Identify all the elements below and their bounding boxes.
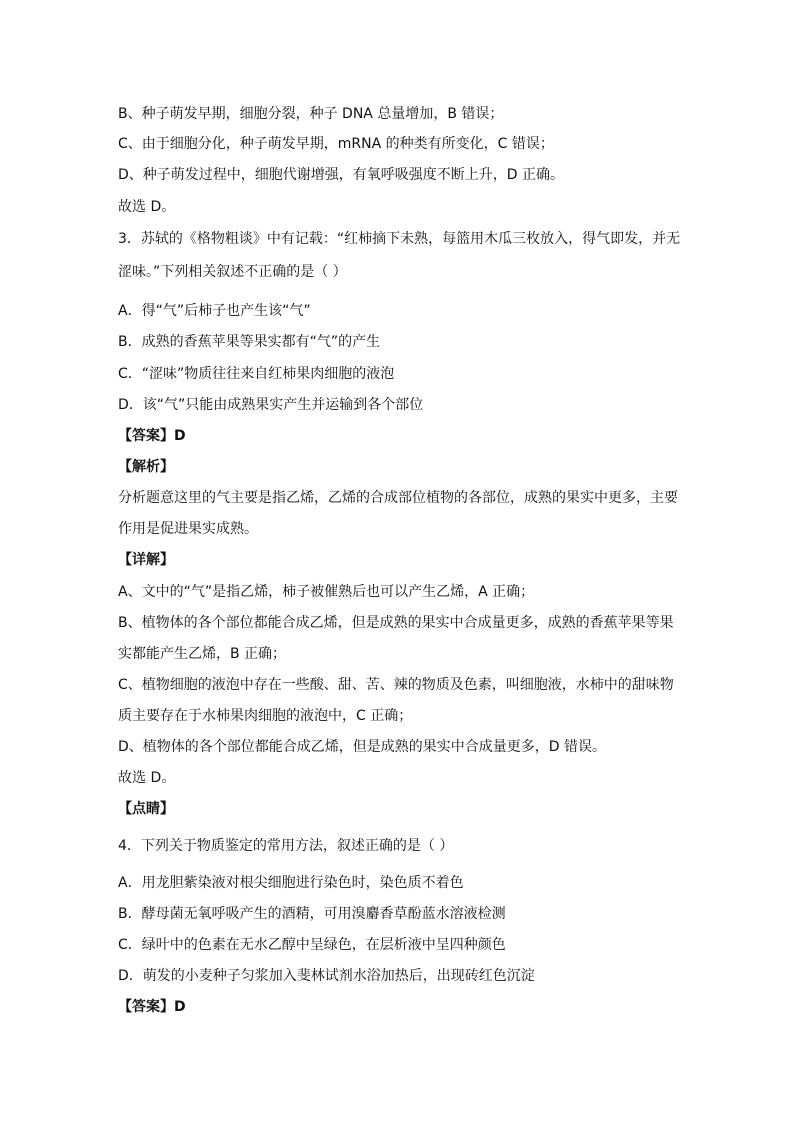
text-line: 作用是促进果实成熟。	[118, 521, 258, 537]
answer-label: 【答案】D	[118, 428, 186, 444]
text-line: D、种子萌发过程中，细胞代谢增强，有氧呼吸强度不断上升，D 正确。	[118, 167, 565, 183]
question-stem: 4．下列关于物质鉴定的常用方法，叙述正确的是（ ）	[118, 838, 454, 854]
text-line: 故选 D。	[118, 770, 176, 786]
text-line: 实都能产生乙烯，B 正确；	[118, 646, 287, 662]
text-line: 质主要存在于水柿果肉细胞的液泡中，C 正确；	[118, 708, 413, 724]
option-d: D．该“气”只能由成熟果实产生并运输到各个部位	[118, 397, 424, 413]
option-c: C．绿叶中的色素在无水乙醇中呈绿色，在层析液中呈四种颜色	[118, 937, 506, 953]
option-c: C．“涩味”物质往往来自红柿果肉细胞的液泡	[118, 366, 395, 382]
option-b: B．酵母菌无氧呼吸产生的酒精，可用溴麝香草酚蓝水溶液检测	[118, 906, 506, 922]
text-line: B、种子萌发早期，细胞分裂，种子 DNA 总量增加，B 错误；	[118, 106, 504, 122]
text-line: C、由于细胞分化，种子萌发早期，mRNA 的种类有所变化，C 错误；	[118, 136, 554, 152]
question-stem: 3．苏轼的《格物粗谈》中有记载：“红柿摘下未熟，每篮用木瓜三枚放入，得气即发，并无	[118, 231, 681, 247]
option-b: B．成熟的香蕉苹果等果实都有“气”的产生	[118, 334, 381, 350]
answer-label: 【答案】D	[118, 999, 186, 1015]
question-stem: 涩味。”下列相关叙述不正确的是（ ）	[118, 264, 347, 280]
text-line: D、植物体的各个部位都能合成乙烯，但是成熟的果实中合成量更多，D 错误。	[118, 739, 607, 755]
details-heading: 【详解】	[118, 552, 174, 568]
text-line: 故选 D。	[118, 199, 176, 215]
text-line: C、植物细胞的液泡中存在一些酸、甜、苦、辣的物质及色素，叫细胞液，水柿中的甜味物	[118, 677, 674, 693]
option-a: A．得“气”后柿子也产生该“气”	[118, 303, 311, 319]
text-line: B、植物体的各个部位都能合成乙烯，但是成熟的果实中合成量更多，成熟的香蕉苹果等果	[118, 615, 674, 631]
text-line: A、文中的“气”是指乙烯，柿子被催熟后也可以产生乙烯，A 正确；	[118, 584, 535, 600]
option-a: A．用龙胆紫染液对根尖细胞进行染色时，染色质不着色	[118, 875, 464, 891]
option-d: D．萌发的小麦种子匀浆加入斐林试剂水浴加热后，出现砖红色沉淀	[118, 968, 535, 984]
text-line: 分析题意这里的气主要是指乙烯，乙烯的合成部位植物的各部位，成熟的果实中更多，主要	[118, 490, 678, 506]
analysis-heading: 【解析】	[118, 459, 174, 475]
tips-heading: 【点睛】	[118, 801, 174, 817]
